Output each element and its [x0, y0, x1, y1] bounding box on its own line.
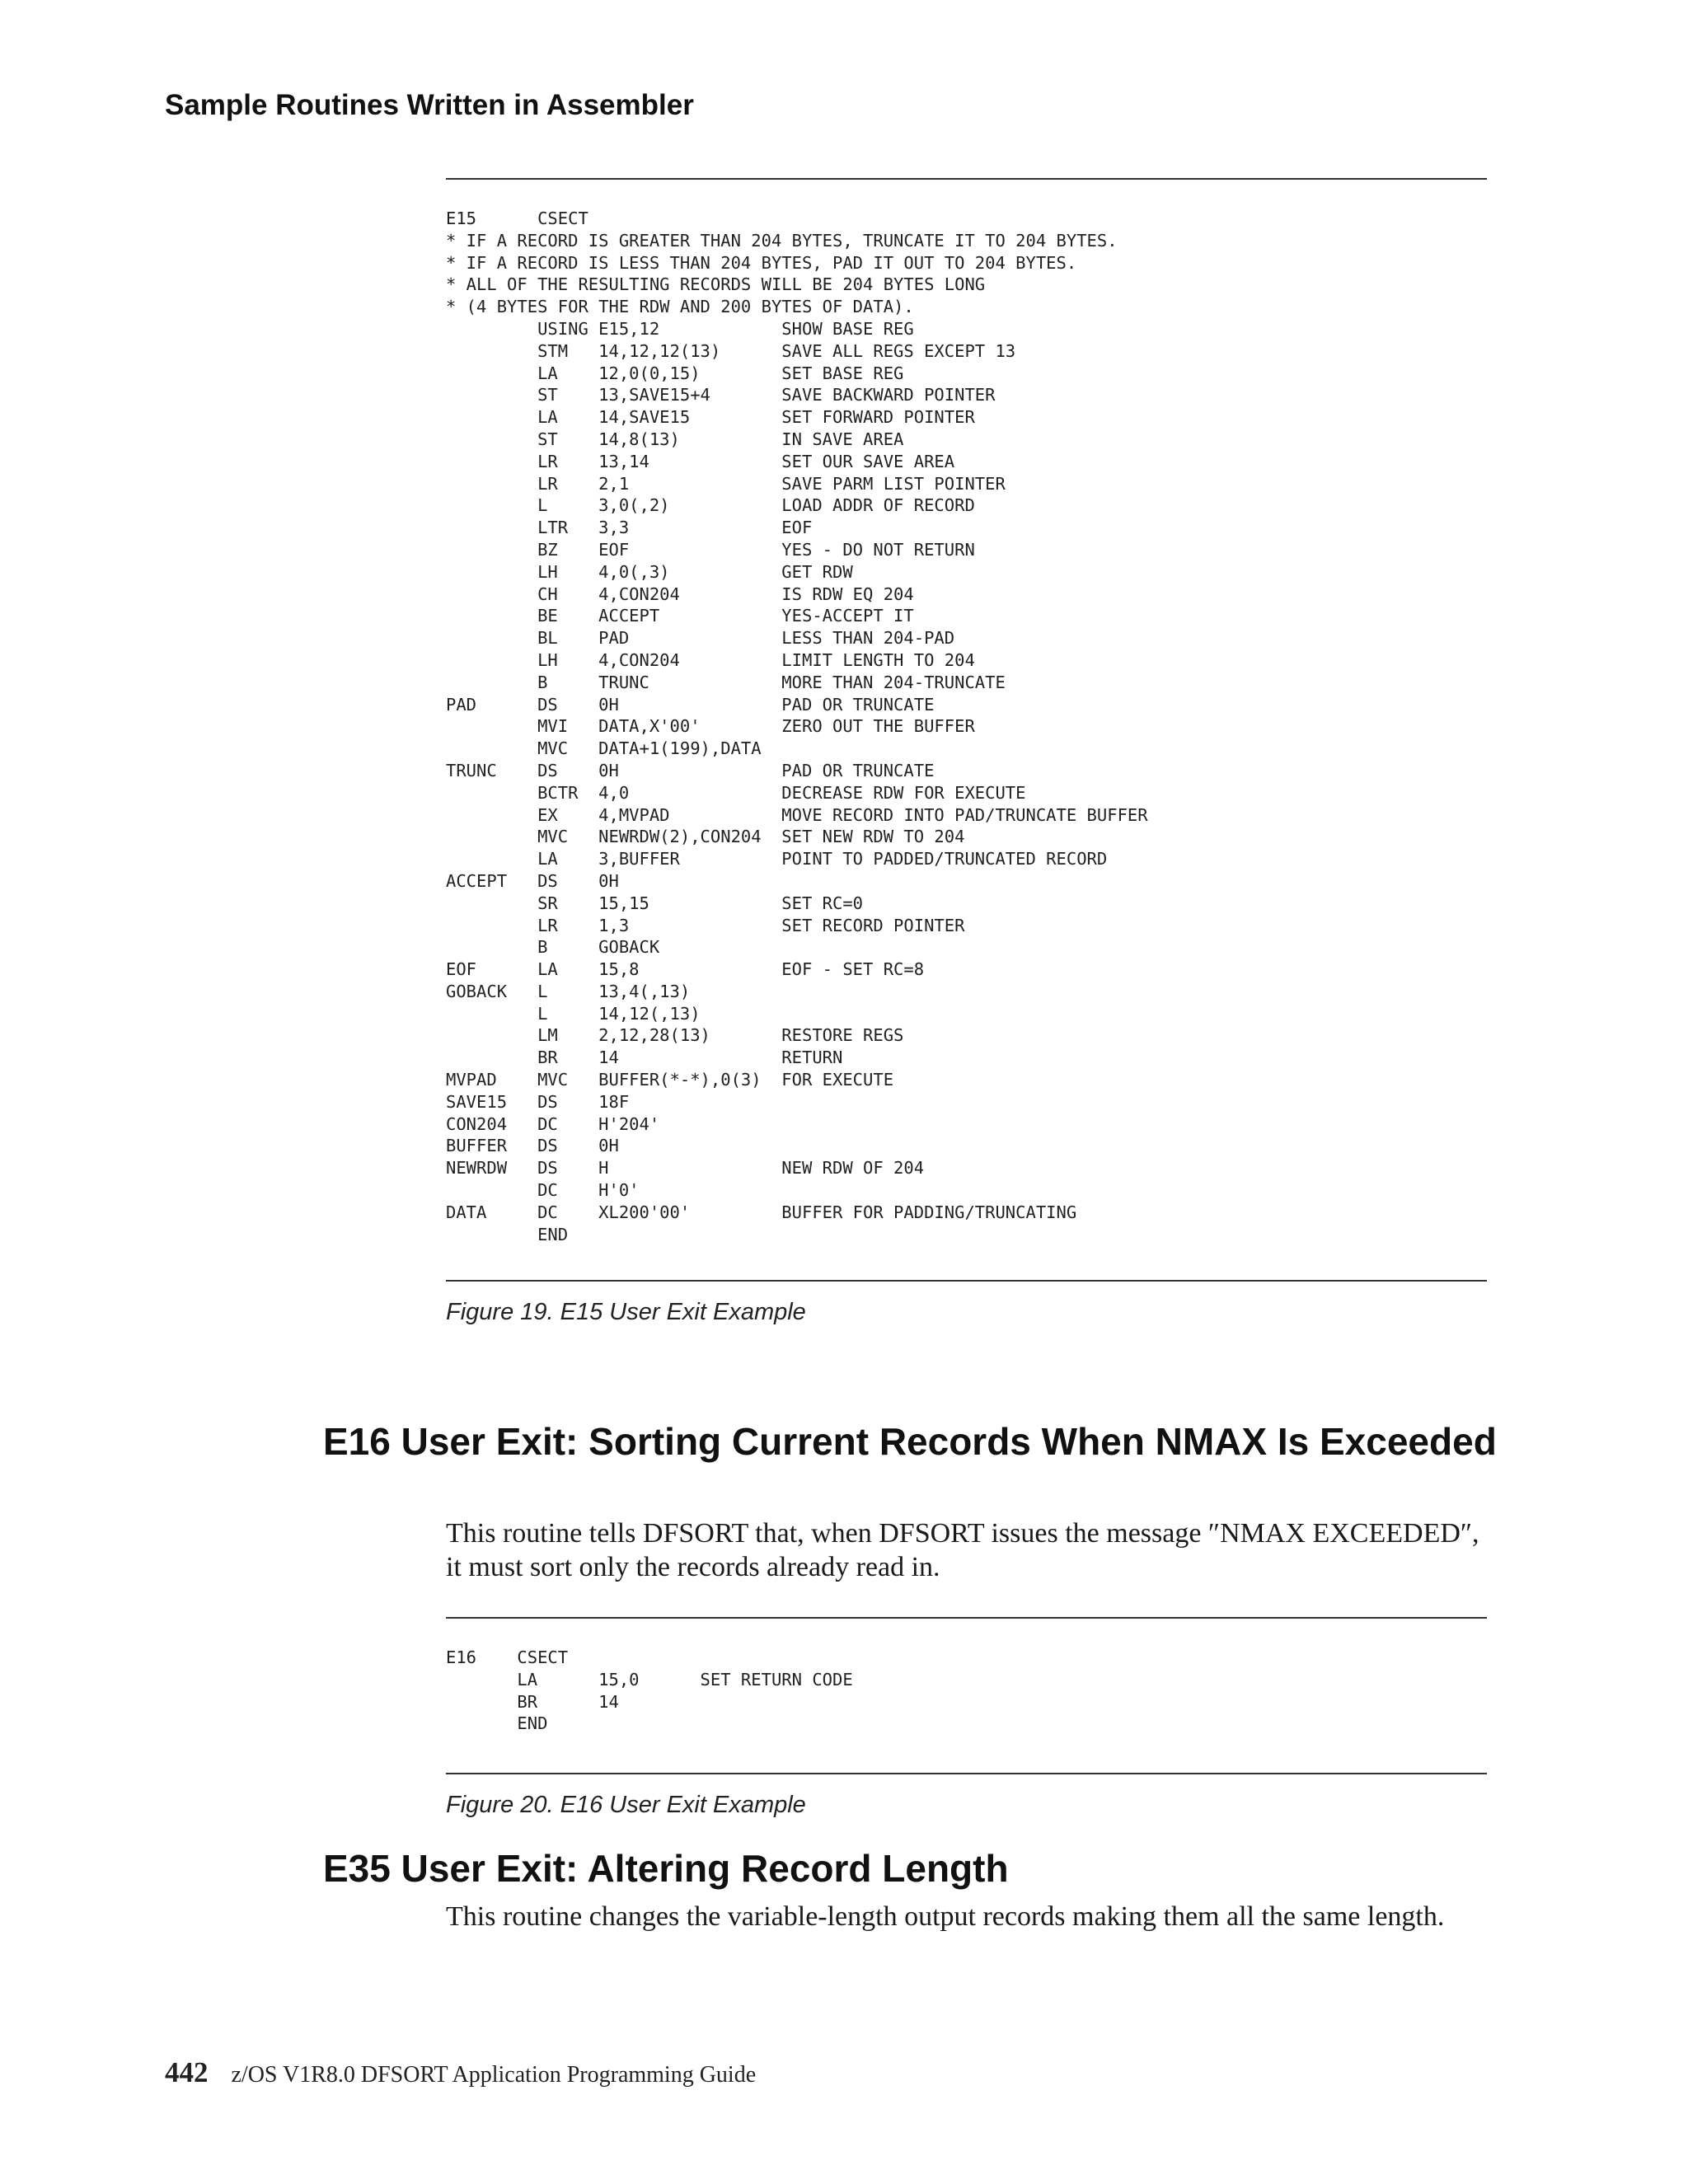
- figure-19-code-listing: E15 CSECT * IF A RECORD IS GREATER THAN 204 BYTES, TRUNCATE IT TO 204 BYTES. * IF A RECORD IS LESS THAN 204 BYTES, PAD IT OUT TO 204 BYTES. * ALL OF THE RESULTING RECORDS WILL BE 204 BYTES LONG * (4 BYTES FOR THE RDW AND 200 BYTES OF DATA). USING E15,12 SHOW BASE REG STM 14,12,12(13) SAVE ALL REGS EXCEPT 13 LA 12,0(0,15) SET BASE REG ST 13,SAVE15+4 SAVE BACKWARD POINTER LA 14,SAVE15 SET FORWARD POINTER ST 14,8(13) IN SAVE AREA LR 13,14 SET OUR SAVE AREA LR 2,1 SAVE PARM LIST POINTER L 3,0(,2) LOAD ADDR OF RECORD LTR 3,3 EOF BZ EOF YES - DO NOT RETURN LH 4,0(,3) GET RDW CH 4,CON204 IS RDW EQ 204 BE ACCEPT YES-ACCEPT IT BL PAD LESS THAN 204-PAD LH 4,CON204 LIMIT LENGTH TO 204 B TRUNC MORE THAN 204-TRUNCATE PAD DS 0H PAD OR TRUNCATE MVI DATA,X'00' ZERO OUT THE BUFFER MVC DATA+1(199),DATA TRUNC DS 0H PAD OR TRUNCATE BCTR 4,0 DECREASE RDW FOR EXECUTE EX 4,MVPAD MOVE RECORD INTO PAD/TRUNCATE BUFFER MVC NEWRDW(2),CON204 SET NEW RDW TO 204 LA 3,BUFFER POINT TO PADDED/TRUNCATED RECORD ACCEPT DS 0H SR 15,15 SET RC=0 LR 1,3 SET RECORD POINTER B GOBACK EOF LA 15,8 EOF - SET RC=8 GOBACK L 13,4(,13) L 14,12(,13) LM 2,12,28(13) RESTORE REGS BR 14 RETURN MVPAD MVC BUFFER(*-*),0(3) FOR EXECUTE SAVE15 DS 18F CON204 DC H'204' BUFFER DS 0H NEWRDW DS H NEW RDW OF 204 DC H'0' DATA DC XL200'00' BUFFER FOR PADDING/TRUNCATING END: [446, 209, 1148, 1244]
- figure-19-caption: Figure 19. E15 User Exit Example: [446, 1299, 806, 1325]
- figure-20-code-listing: E16 CSECT LA 15,0 SET RETURN CODE BR 14 END: [446, 1647, 853, 1734]
- section-e16-body: This routine tells DFSORT that, when DFSORT issues the message ″NMAX EXCEEDED″, it must sort only the records already read in.: [446, 1518, 1479, 1582]
- figure-20-bottom-rule: [446, 1773, 1487, 1774]
- section-e35-body: This routine changes the variable-length output records making them all the same length.: [446, 1901, 1445, 1932]
- page-number: 442: [165, 2056, 209, 2088]
- figure-19-top-rule: [446, 178, 1487, 180]
- running-header: Sample Routines Written in Assembler: [165, 89, 694, 121]
- section-heading-e16: E16 User Exit: Sorting Current Records When NMAX Is Exceeded: [323, 1420, 1497, 1463]
- figure-20-top-rule: [446, 1617, 1487, 1619]
- figure-20-caption: Figure 20. E16 User Exit Example: [446, 1792, 806, 1818]
- footer-guide-title: z/OS V1R8.0 DFSORT Application Programming Guide: [231, 2062, 757, 2088]
- page-footer: [165, 2056, 756, 2089]
- figure-19-bottom-rule: [446, 1280, 1487, 1282]
- section-heading-e35: E35 User Exit: Altering Record Length: [323, 1847, 1009, 1890]
